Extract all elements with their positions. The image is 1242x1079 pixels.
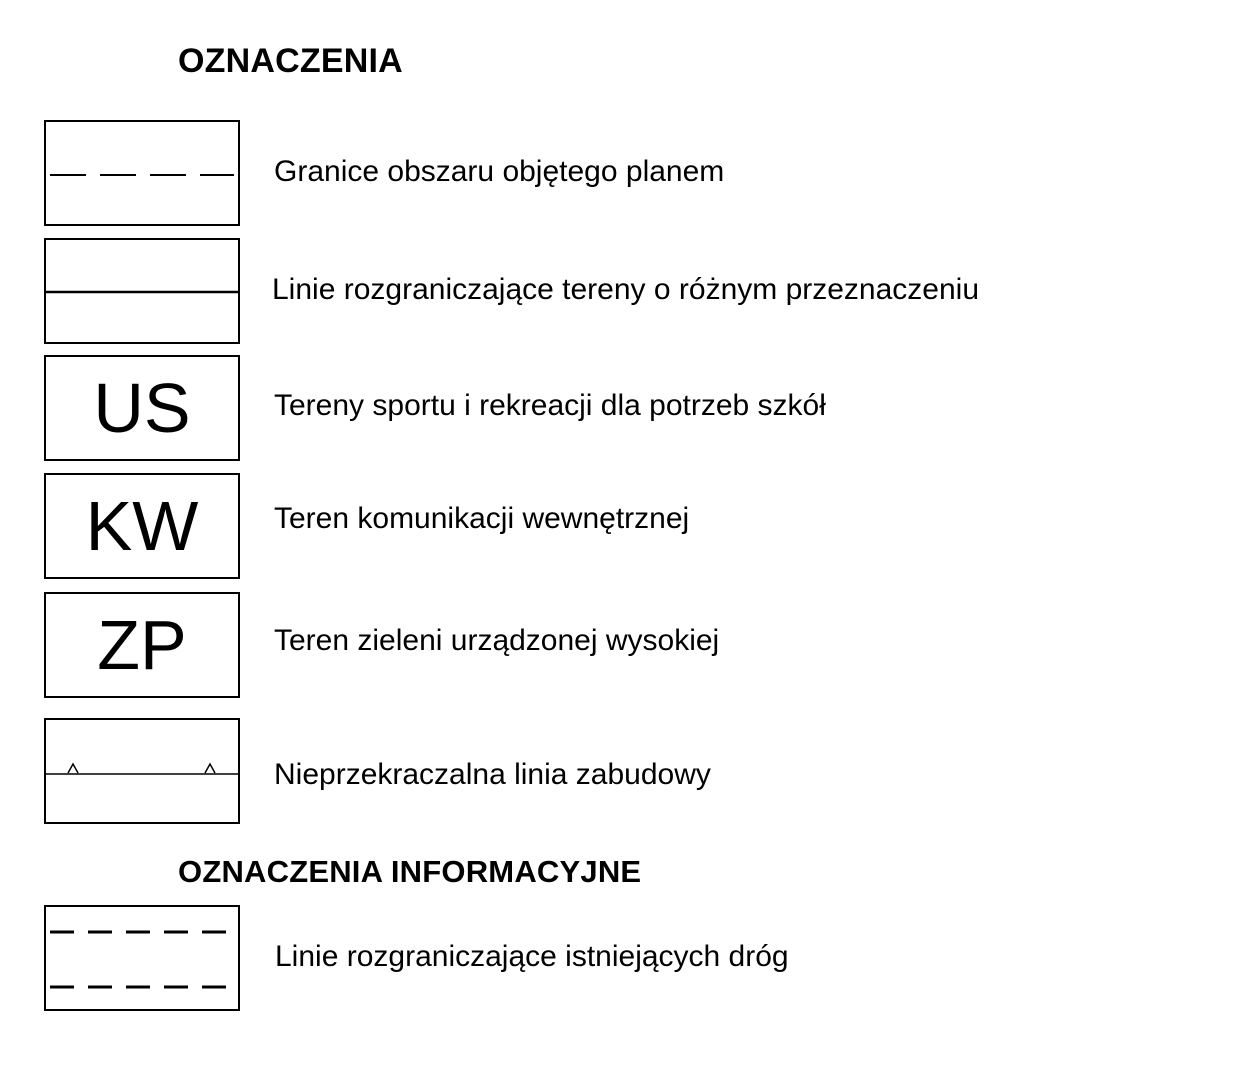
legend-label-divider-lines: Linie rozgraniczające tereny o różnym przeznaczeniu <box>272 273 980 306</box>
legend-label-zp: Teren zieleni urządzonej wysokiej <box>274 624 720 657</box>
solid-line-icon <box>46 240 238 342</box>
legend-label-boundary: Granice obszaru objętego planem <box>274 155 725 188</box>
legend-symbol-kw <box>44 473 240 579</box>
legend-symbol-us <box>44 355 240 461</box>
legend-code-us: US <box>93 369 191 447</box>
legend-code-kw: KW <box>85 487 199 565</box>
legend-label-building-line: Nieprzekraczalna linia zabudowy <box>274 758 711 791</box>
double-dashed-line-icon <box>46 907 238 1009</box>
legend-code-zp: ZP <box>97 606 187 684</box>
dashed-line-icon <box>46 122 238 224</box>
legend-title: OZNACZENIA <box>178 42 403 80</box>
legend-symbol-zp <box>44 592 240 698</box>
legend-label-us: Tereny sportu i rekreacji dla potrzeb szkół <box>274 389 826 422</box>
legend-label-existing-roads: Linie rozgraniczające istniejących dróg <box>275 940 789 973</box>
legend-symbol-dashed-boundary <box>44 120 240 226</box>
legend-label-kw: Teren komunikacji wewnętrznej <box>274 502 690 535</box>
legend-symbol-solid-line <box>44 238 240 344</box>
building-line-icon <box>46 720 238 822</box>
legend-symbol-building-line <box>44 718 240 824</box>
legend-symbol-existing-roads <box>44 905 240 1011</box>
info-legend-title: OZNACZENIA INFORMACYJNE <box>178 854 642 889</box>
